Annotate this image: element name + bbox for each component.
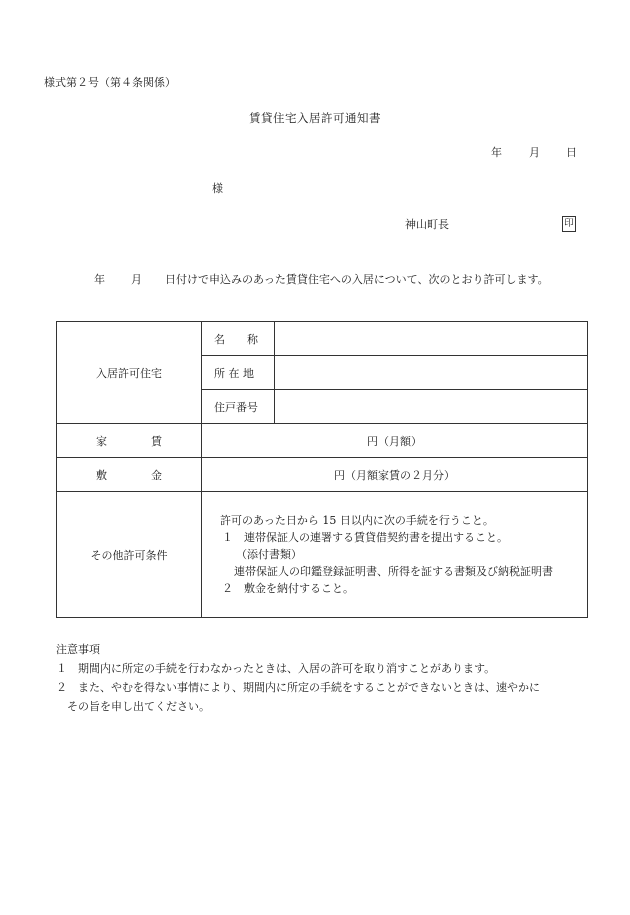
statement-text: 日付けで申込みのあった賃貸住宅への入居について、次のとおり許可します。 [165, 273, 549, 286]
housing-label: 入居許可住宅 [57, 322, 202, 424]
unit-number-label: 住戸番号 [202, 390, 275, 424]
seal-mark: 印 [562, 216, 576, 232]
note-item: １ 期間内に所定の手続を行わなかったときは、入居の許可を取り消すことがあります。 [56, 662, 496, 675]
notes-section [56, 640, 540, 716]
notes-heading: 注意事項 [56, 643, 100, 656]
issuer-name: 神山町長 [405, 218, 449, 231]
name-value-cell [275, 322, 588, 356]
name-label: 名 称 [202, 322, 275, 356]
date-month: 月 [529, 146, 540, 159]
note-item-continuation: その旨を申し出てください。 [67, 700, 210, 713]
condition-line: ２ 敷金を納付すること。 [222, 582, 354, 595]
condition-line: １ 連帯保証人の連署する賃貸借契約書を提出すること。 [222, 531, 508, 544]
deposit-label: 敷 金 [57, 458, 202, 492]
date-year: 年 [491, 146, 502, 159]
conditions-label: その他許可条件 [57, 492, 202, 618]
form-number: 様式第２号（第４条関係） [44, 76, 176, 89]
statement-month: 月 [131, 273, 142, 286]
addressee-suffix: 様 [212, 182, 223, 195]
unit-number-value-cell [275, 390, 588, 424]
conditions-cell [202, 492, 588, 618]
document-title: 賃貸住宅入居許可通知書 [249, 111, 381, 125]
condition-line: （添付書類） [236, 548, 302, 561]
permit-table [56, 321, 588, 618]
address-label: 所 在 地 [202, 356, 275, 390]
rent-label: 家 賃 [57, 424, 202, 458]
date-day: 日 [566, 146, 577, 159]
condition-line: 連帯保証人の印鑑登録証明書、所得を証する書類及び納税証明書 [234, 565, 553, 578]
condition-line: 許可のあった日から 15 日以内に次の手続を行うこと。 [220, 514, 494, 527]
statement-year: 年 [94, 273, 105, 286]
note-item: ２ また、やむを得ない事情により、期間内に所定の手続をすることができないときは、速やかに [56, 681, 540, 694]
address-value-cell [275, 356, 588, 390]
rent-value: 円（月額） [202, 424, 588, 458]
deposit-value: 円（月額家賃の２月分） [202, 458, 588, 492]
